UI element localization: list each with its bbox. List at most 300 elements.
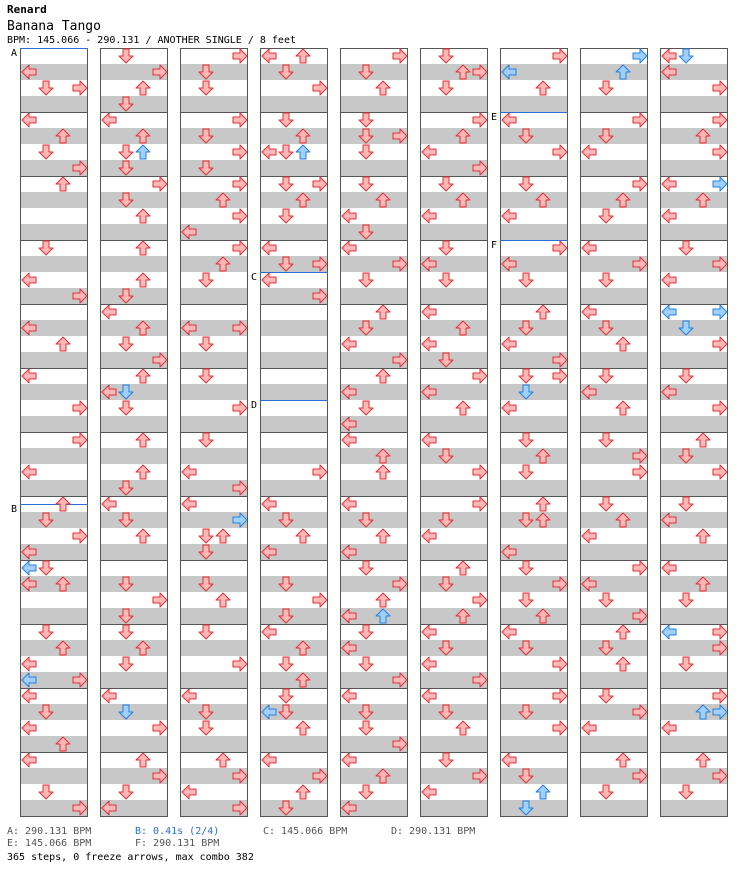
beat-stripe (340, 320, 408, 336)
beat-stripe (500, 384, 568, 400)
left-arrow-icon (662, 209, 676, 223)
down-arrow-icon (359, 273, 373, 287)
right-arrow-icon (153, 177, 167, 191)
beat-stripe (420, 416, 488, 432)
up-arrow-icon (56, 497, 70, 511)
right-arrow-icon (473, 369, 487, 383)
down-arrow-icon (599, 273, 613, 287)
left-arrow-icon (422, 657, 436, 671)
beat-stripe (100, 736, 168, 752)
down-arrow-icon (199, 337, 213, 351)
beat-stripe (660, 800, 728, 816)
beat-stripe (580, 672, 648, 688)
left-arrow-icon (342, 337, 356, 351)
beat-stripe (500, 672, 568, 688)
beat-stripe (100, 512, 168, 528)
down-arrow-icon (599, 433, 613, 447)
beat-stripe (100, 544, 168, 560)
beat-stripe (500, 768, 568, 784)
beat-stripe (260, 64, 328, 80)
beat-stripe (260, 608, 328, 624)
up-arrow-icon (296, 145, 310, 159)
right-arrow-icon (553, 145, 567, 159)
right-arrow-icon (233, 241, 247, 255)
right-arrow-icon (553, 369, 567, 383)
beat-stripe (100, 288, 168, 304)
left-arrow-icon (22, 465, 36, 479)
beat-stripe (100, 256, 168, 272)
down-arrow-icon (599, 369, 613, 383)
right-arrow-icon (553, 49, 567, 63)
right-arrow-icon (473, 497, 487, 511)
beat-stripe (580, 192, 648, 208)
bpm-marker-label: C (251, 272, 258, 283)
left-arrow-icon (262, 625, 276, 639)
beat-stripe (500, 736, 568, 752)
left-arrow-icon (582, 145, 596, 159)
beat-stripe (340, 288, 408, 304)
down-arrow-icon (679, 49, 693, 63)
right-arrow-icon (633, 177, 647, 191)
beat-stripe (420, 736, 488, 752)
up-arrow-icon (296, 785, 310, 799)
down-arrow-icon (119, 785, 133, 799)
right-arrow-icon (233, 113, 247, 127)
left-arrow-icon (342, 433, 356, 447)
beat-stripe (260, 384, 328, 400)
beat-stripe (500, 704, 568, 720)
up-arrow-icon (216, 529, 230, 543)
song-title: Banana Tango (7, 19, 101, 34)
beat-stripe (420, 576, 488, 592)
down-arrow-icon (359, 113, 373, 127)
beat-stripe (420, 512, 488, 528)
beat-stripe (180, 96, 248, 112)
beat-stripe (260, 736, 328, 752)
right-arrow-icon (633, 561, 647, 575)
beat-stripe (340, 768, 408, 784)
down-arrow-icon (599, 689, 613, 703)
up-arrow-icon (456, 561, 470, 575)
down-arrow-icon (199, 529, 213, 543)
up-arrow-icon (136, 145, 150, 159)
left-arrow-icon (422, 689, 436, 703)
down-arrow-icon (39, 241, 53, 255)
beat-stripe (180, 160, 248, 176)
bpm-marker-label: D (251, 400, 258, 411)
up-arrow-icon (536, 81, 550, 95)
beat-stripe (420, 800, 488, 816)
beat-stripe (100, 224, 168, 240)
beat-stripe (260, 416, 328, 432)
beat-stripe (500, 224, 568, 240)
left-arrow-icon (22, 273, 36, 287)
beat-stripe (500, 192, 568, 208)
right-arrow-icon (233, 145, 247, 159)
left-arrow-icon (102, 305, 116, 319)
left-arrow-icon (502, 337, 516, 351)
beat-stripe (100, 576, 168, 592)
right-arrow-icon (553, 689, 567, 703)
down-arrow-icon (279, 113, 293, 127)
up-arrow-icon (296, 721, 310, 735)
bpm-marker-label: F (491, 240, 498, 251)
beat-stripe (580, 512, 648, 528)
beat-stripe (180, 448, 248, 464)
beat-stripe (180, 288, 248, 304)
beat-stripe (660, 608, 728, 624)
beat-stripe (660, 128, 728, 144)
beat-stripe (580, 416, 648, 432)
right-arrow-icon (313, 81, 327, 95)
beat-stripe (20, 448, 88, 464)
up-arrow-icon (136, 273, 150, 287)
down-arrow-icon (439, 273, 453, 287)
left-arrow-icon (182, 465, 196, 479)
up-arrow-icon (376, 369, 390, 383)
left-arrow-icon (22, 657, 36, 671)
right-arrow-icon (313, 465, 327, 479)
beat-stripe (20, 512, 88, 528)
beat-stripe (420, 640, 488, 656)
left-arrow-icon (262, 145, 276, 159)
left-arrow-icon (262, 497, 276, 511)
beat-stripe (420, 192, 488, 208)
left-arrow-icon (502, 753, 516, 767)
beat-stripe (260, 224, 328, 240)
down-arrow-icon (359, 177, 373, 191)
beat-stripe (20, 608, 88, 624)
right-arrow-icon (313, 593, 327, 607)
beat-stripe (500, 288, 568, 304)
bpm-change-f: F: 290.131 BPM (135, 838, 220, 849)
beat-stripe (260, 320, 328, 336)
right-arrow-icon (713, 305, 727, 319)
beat-stripe (340, 704, 408, 720)
beat-stripe (180, 736, 248, 752)
right-arrow-icon (393, 49, 407, 63)
up-arrow-icon (456, 401, 470, 415)
down-arrow-icon (39, 625, 53, 639)
beat-stripe (260, 352, 328, 368)
left-arrow-icon (182, 497, 196, 511)
beat-stripe (180, 128, 248, 144)
left-arrow-icon (342, 689, 356, 703)
beat-stripe (180, 192, 248, 208)
beat-stripe (20, 704, 88, 720)
left-arrow-icon (262, 273, 276, 287)
left-arrow-icon (422, 785, 436, 799)
down-arrow-icon (199, 433, 213, 447)
down-arrow-icon (519, 369, 533, 383)
right-arrow-icon (633, 465, 647, 479)
right-arrow-icon (473, 113, 487, 127)
left-arrow-icon (262, 753, 276, 767)
left-arrow-icon (22, 753, 36, 767)
beat-stripe (20, 224, 88, 240)
down-arrow-icon (199, 369, 213, 383)
beat-stripe (580, 224, 648, 240)
beat-stripe (420, 608, 488, 624)
right-arrow-icon (713, 113, 727, 127)
beat-stripe (20, 480, 88, 496)
beat-stripe (180, 608, 248, 624)
beat-stripe (180, 256, 248, 272)
left-arrow-icon (422, 305, 436, 319)
up-arrow-icon (376, 529, 390, 543)
down-arrow-icon (199, 81, 213, 95)
beat-stripe (500, 128, 568, 144)
beat-stripe (180, 64, 248, 80)
beat-stripe (180, 384, 248, 400)
down-arrow-icon (519, 561, 533, 575)
up-arrow-icon (136, 465, 150, 479)
left-arrow-icon (502, 625, 516, 639)
down-arrow-icon (679, 657, 693, 671)
beat-stripe (20, 256, 88, 272)
up-arrow-icon (696, 753, 710, 767)
beat-stripe (20, 192, 88, 208)
beat-stripe (420, 96, 488, 112)
up-arrow-icon (616, 753, 630, 767)
beat-stripe (500, 96, 568, 112)
beat-stripe (500, 640, 568, 656)
left-arrow-icon (422, 337, 436, 351)
left-arrow-icon (342, 753, 356, 767)
beat-stripe (580, 736, 648, 752)
beat-stripe (580, 96, 648, 112)
beat-stripe (580, 640, 648, 656)
beat-stripe (420, 352, 488, 368)
down-arrow-icon (119, 49, 133, 63)
beat-stripe (500, 416, 568, 432)
left-arrow-icon (662, 625, 676, 639)
right-arrow-icon (713, 177, 727, 191)
beat-stripe (660, 480, 728, 496)
beat-stripe (260, 576, 328, 592)
down-arrow-icon (519, 177, 533, 191)
beat-stripe (260, 128, 328, 144)
beat-stripe (20, 384, 88, 400)
down-arrow-icon (359, 721, 373, 735)
down-arrow-icon (679, 497, 693, 511)
up-arrow-icon (376, 81, 390, 95)
beat-stripe (660, 416, 728, 432)
beat-stripe (20, 416, 88, 432)
bpm-marker-label: A (11, 48, 18, 59)
beat-stripe (260, 512, 328, 528)
right-arrow-icon (153, 593, 167, 607)
down-arrow-icon (439, 177, 453, 191)
beat-stripe (20, 736, 88, 752)
left-arrow-icon (422, 625, 436, 639)
bpm-change-c: C: 145.066 BPM (263, 826, 348, 837)
beat-stripe (260, 96, 328, 112)
up-arrow-icon (216, 593, 230, 607)
up-arrow-icon (616, 401, 630, 415)
left-arrow-icon (342, 241, 356, 255)
down-arrow-icon (199, 625, 213, 639)
up-arrow-icon (696, 433, 710, 447)
bpm-difficulty-line: BPM: 145.066 - 290.131 / ANOTHER SINGLE / 8 feet (7, 35, 296, 46)
right-arrow-icon (313, 177, 327, 191)
beat-stripe (260, 160, 328, 176)
up-arrow-icon (216, 753, 230, 767)
beat-stripe (660, 672, 728, 688)
left-arrow-icon (502, 209, 516, 223)
bpm-change-d: D: 290.131 BPM (391, 826, 476, 837)
beat-stripe (420, 480, 488, 496)
beat-stripe (420, 320, 488, 336)
up-arrow-icon (376, 305, 390, 319)
beat-stripe (20, 96, 88, 112)
down-arrow-icon (519, 593, 533, 607)
down-arrow-icon (679, 785, 693, 799)
right-arrow-icon (233, 657, 247, 671)
right-arrow-icon (73, 433, 87, 447)
beat-stripe (580, 64, 648, 80)
beat-stripe (580, 352, 648, 368)
beat-stripe (660, 736, 728, 752)
beat-stripe (100, 128, 168, 144)
right-arrow-icon (473, 593, 487, 607)
down-arrow-icon (359, 401, 373, 415)
up-arrow-icon (616, 625, 630, 639)
beat-stripe (500, 448, 568, 464)
beat-stripe (660, 544, 728, 560)
beat-stripe (660, 352, 728, 368)
beat-stripe (500, 608, 568, 624)
down-arrow-icon (119, 657, 133, 671)
right-arrow-icon (553, 721, 567, 735)
beat-stripe (20, 128, 88, 144)
beat-stripe (260, 448, 328, 464)
beat-stripe (660, 96, 728, 112)
left-arrow-icon (22, 561, 36, 575)
down-arrow-icon (679, 369, 693, 383)
right-arrow-icon (713, 689, 727, 703)
bpm-change-a: A: 290.131 BPM (7, 826, 92, 837)
down-arrow-icon (599, 497, 613, 511)
up-arrow-icon (696, 529, 710, 543)
beat-stripe (420, 288, 488, 304)
left-arrow-icon (582, 241, 596, 255)
up-arrow-icon (536, 497, 550, 511)
right-arrow-icon (553, 657, 567, 671)
down-arrow-icon (39, 785, 53, 799)
down-arrow-icon (599, 785, 613, 799)
down-arrow-icon (279, 657, 293, 671)
down-arrow-icon (199, 273, 213, 287)
beat-stripe (500, 160, 568, 176)
up-arrow-icon (456, 721, 470, 735)
down-arrow-icon (439, 49, 453, 63)
stop-b: B: 0.41s (2/4) (135, 826, 220, 837)
beat-stripe (580, 544, 648, 560)
beat-stripe (660, 160, 728, 176)
left-arrow-icon (102, 113, 116, 127)
right-arrow-icon (713, 81, 727, 95)
beat-stripe (500, 512, 568, 528)
down-arrow-icon (599, 209, 613, 223)
left-arrow-icon (22, 369, 36, 383)
up-arrow-icon (296, 49, 310, 63)
left-arrow-icon (262, 241, 276, 255)
up-arrow-icon (536, 785, 550, 799)
beat-stripe (260, 640, 328, 656)
left-arrow-icon (662, 305, 676, 319)
down-arrow-icon (599, 81, 613, 95)
left-arrow-icon (102, 689, 116, 703)
up-arrow-icon (136, 241, 150, 255)
beat-stripe (500, 800, 568, 816)
beat-stripe (100, 448, 168, 464)
right-arrow-icon (153, 721, 167, 735)
beat-stripe (660, 320, 728, 336)
beat-stripe (340, 480, 408, 496)
up-arrow-icon (136, 753, 150, 767)
down-arrow-icon (439, 81, 453, 95)
down-arrow-icon (359, 145, 373, 159)
right-arrow-icon (73, 401, 87, 415)
left-arrow-icon (662, 177, 676, 191)
left-arrow-icon (582, 529, 596, 543)
beat-stripe (580, 320, 648, 336)
beat-stripe (340, 512, 408, 528)
beat-stripe (260, 192, 328, 208)
left-arrow-icon (582, 721, 596, 735)
left-arrow-icon (502, 401, 516, 415)
beat-stripe (660, 224, 728, 240)
right-arrow-icon (713, 625, 727, 639)
beat-stripe (580, 160, 648, 176)
down-arrow-icon (279, 689, 293, 703)
left-arrow-icon (182, 785, 196, 799)
down-arrow-icon (359, 561, 373, 575)
left-arrow-icon (662, 49, 676, 63)
bpm-marker-label: E (491, 112, 498, 123)
beat-stripe (100, 704, 168, 720)
left-arrow-icon (502, 113, 516, 127)
beat-stripe (340, 448, 408, 464)
left-arrow-icon (422, 145, 436, 159)
beat-stripe (100, 640, 168, 656)
beat-stripe (580, 288, 648, 304)
beat-stripe (180, 704, 248, 720)
right-arrow-icon (713, 145, 727, 159)
beat-stripe (180, 416, 248, 432)
beat-stripe (420, 704, 488, 720)
up-arrow-icon (56, 177, 70, 191)
beat-stripe (340, 160, 408, 176)
beat-stripe (500, 320, 568, 336)
left-arrow-icon (22, 721, 36, 735)
right-arrow-icon (73, 81, 87, 95)
right-arrow-icon (233, 401, 247, 415)
left-arrow-icon (582, 305, 596, 319)
right-arrow-icon (73, 529, 87, 543)
beat-stripe (100, 416, 168, 432)
down-arrow-icon (119, 145, 133, 159)
right-arrow-icon (233, 177, 247, 191)
beat-stripe (180, 352, 248, 368)
left-arrow-icon (182, 689, 196, 703)
left-arrow-icon (662, 273, 676, 287)
down-arrow-icon (119, 401, 133, 415)
beat-stripe (180, 576, 248, 592)
beat-stripe (420, 224, 488, 240)
beat-stripe (100, 608, 168, 624)
